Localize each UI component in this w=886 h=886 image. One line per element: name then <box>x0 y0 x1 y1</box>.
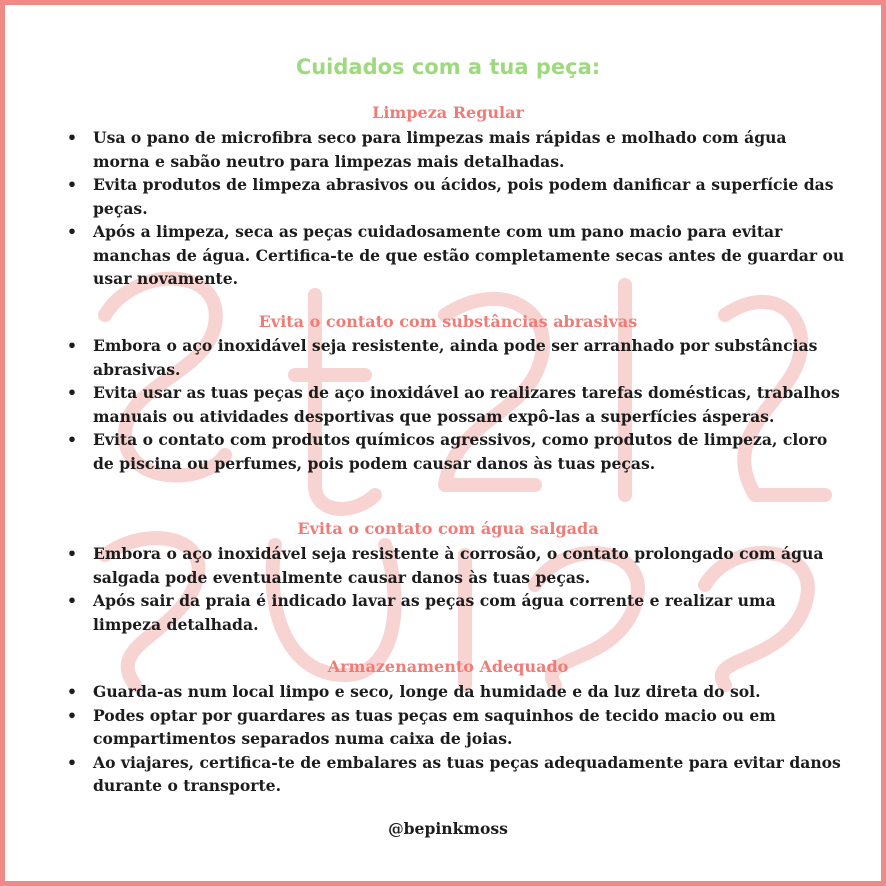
list-item-text: Embora o aço inoxidável seja resistente, ainda pode ser arranhado por substâncias abrasivas. <box>93 336 818 379</box>
bullet-icon: • <box>67 544 77 563</box>
section-heading-agua-salgada: Evita o contato com água salgada <box>297 519 599 538</box>
bullet-icon: • <box>67 336 77 355</box>
section-heading-substancias-abrasivas: Evita o contato com substâncias abrasivas <box>258 312 638 331</box>
list-item <box>67 428 847 475</box>
section-list-limpeza-regular <box>67 126 847 291</box>
list-item-text: Usa o pano de microfibra seco para limpezas mais rápidas e molhado com água morna e sabão neutro para limpezas mais detalhadas. <box>93 128 787 171</box>
bullet-icon: • <box>67 128 77 147</box>
list-item <box>67 381 847 428</box>
bullet-icon: • <box>67 430 77 449</box>
list-item-text: Podes optar por guardares as tuas peças em saquinhos de tecido macio ou em compartimentos separados numa caixa de joias. <box>93 705 776 748</box>
list-item-text: Evita usar as tuas peças de aço inoxidável ao realizares tarefas domésticas, trabalhos manuais ou atividades desportivas que possam expô-las a superfícies ásperas. <box>93 383 840 426</box>
list-item-text: Guarda-as num local limpo e seco, longe da humidade e da luz direta do sol. <box>93 682 761 701</box>
list-item-text: Após sair da praia é indicado lavar as peças com água corrente e realizar uma limpeza detalhada. <box>93 591 776 634</box>
section-heading-armazenamento: Armazenamento Adequado <box>327 657 569 676</box>
bullet-icon: • <box>67 591 77 610</box>
section-list-substancias-abrasivas <box>67 334 847 475</box>
list-item <box>67 704 847 751</box>
bullet-icon: • <box>67 222 77 241</box>
social-handle: @bepinkmoss <box>388 819 508 838</box>
list-item <box>67 542 847 589</box>
list-item <box>67 680 847 704</box>
list-item-text: Embora o aço inoxidável seja resistente à corrosão, o contato prolongado com água salgada pode eventualmente causar danos às tuas peças. <box>93 544 824 587</box>
list-item <box>67 220 847 291</box>
section-heading-limpeza-regular: Limpeza Regular <box>372 103 524 122</box>
list-item-text: Ao viajares, certifica-te de embalares as tuas peças adequadamente para evitar danos durante o transporte. <box>93 752 841 795</box>
section-list-armazenamento <box>67 680 847 798</box>
list-item-text: Evita o contato com produtos químicos agressivos, como produtos de limpeza, cloro de piscina ou perfumes, pois podem causar danos às tuas peças. <box>93 430 828 473</box>
list-item <box>67 126 847 173</box>
list-item <box>67 751 847 798</box>
list-item <box>67 589 847 636</box>
bullet-icon: • <box>67 752 77 772</box>
page-title: Cuidados com a tua peça: <box>295 55 601 79</box>
bullet-icon: • <box>67 383 77 402</box>
list-item-text: Após a limpeza, seca as peças cuidadosamente com um pano macio para evitar manchas de água. Certifica-te de que estão completamente secas antes de guardar ou usar novamente. <box>93 222 845 288</box>
list-item <box>67 334 847 381</box>
bullet-icon: • <box>67 705 77 725</box>
list-item-text: Evita produtos de limpeza abrasivos ou ácidos, pois podem danificar a superfície das peças. <box>93 175 834 218</box>
section-list-agua-salgada <box>67 542 847 636</box>
bullet-icon: • <box>67 175 77 194</box>
list-item <box>67 173 847 220</box>
bullet-icon: • <box>67 682 77 701</box>
